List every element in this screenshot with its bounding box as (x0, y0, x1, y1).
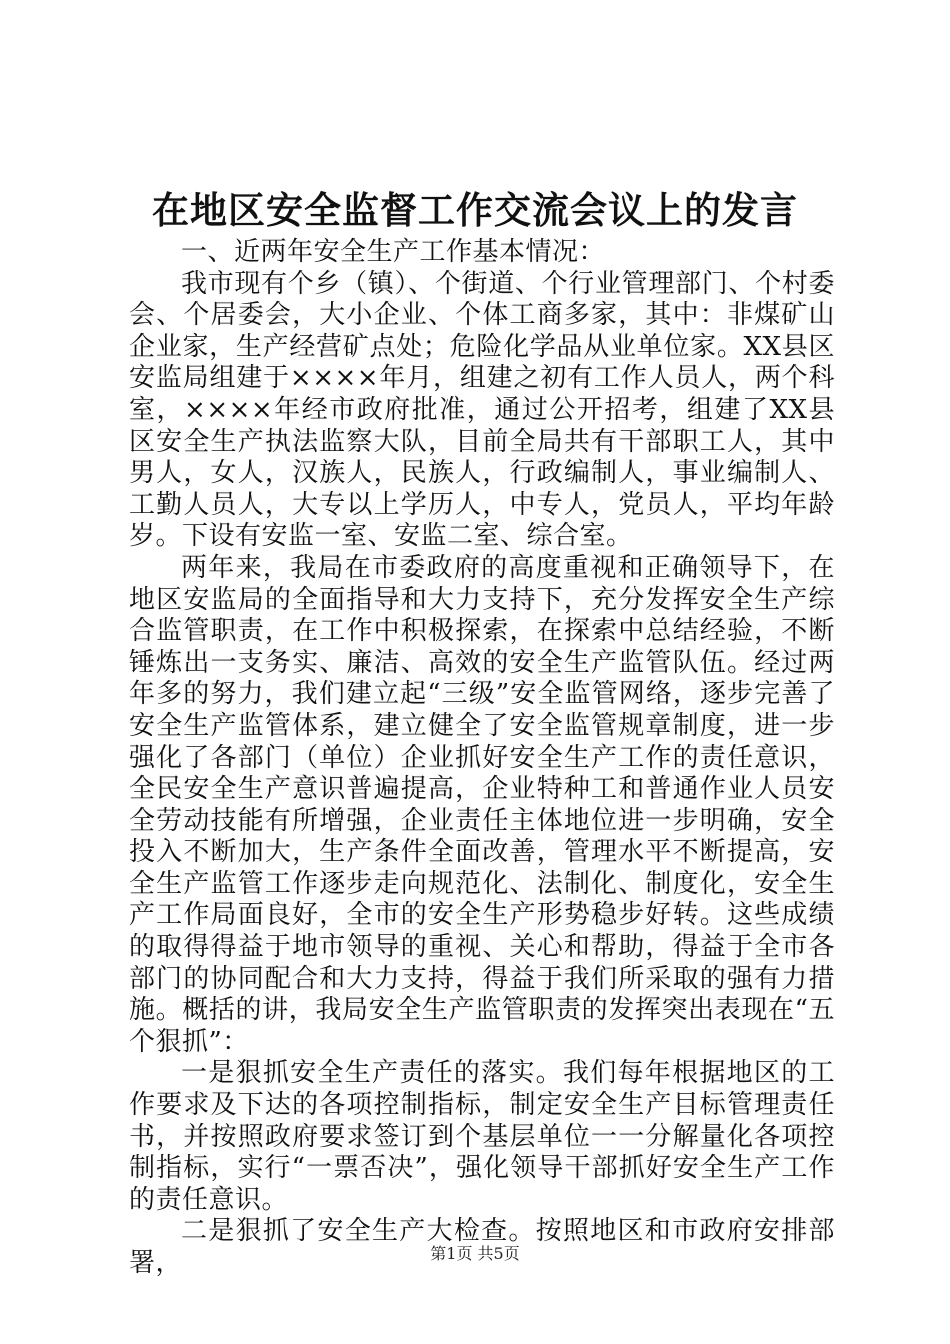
document-body (129, 237, 835, 1280)
section-heading: 一、近两年安全生产工作基本情况： (181, 237, 606, 267)
document-title: 在地区安全监督工作交流会议上的发言 (152, 188, 798, 232)
paragraph: 我市现有个乡（镇）、个街道、个行业管理部门、个村委会、个居委会，大小企业、个体工商多家，其中：非煤矿山企业家，生产经营矿点处；危险化学品从业单位家。XX县区安监局组建于××××年月，组建之初有工作人员人，两个科室，××××年经市政府批准，通过公开招考，组建了XX县区安全生产执法监察大队，目前全局共有干部职工人，其中男人，女人，汉族人，民族人，行政编制人，事业编制人、工勤人员人，大专以上学历人，中专人，党员人，平均年龄岁。下设有安监一室、安监二室、综合室。 (129, 268, 835, 552)
paragraph: 两年来，我局在市委政府的高度重视和正确领导下，在地区安监局的全面指导和大力支持下，充分发挥安全生产综合监管职责，在工作中积极探索，在探索中总结经验，不断锤炼出一支务实、廉洁、高效的安全生产监管队伍。经过两年多的努力，我们建立起“三级”安全监管网络，逐步完善了安全生产监管体系，建立健全了安全监管规章制度，进一步强化了各部门（单位）企业抓好安全生产工作的责任意识，全民安全生产意识普遍提高，企业特种工和普通作业人员安全劳动技能有所增强，企业责任主体地位进一步明确，安全投入不断加大，生产条件全面改善，管理水平不断提高，安全生产监管工作逐步走向规范化、法制化、制度化，安全生产工作局面良好，全市的安全生产形势稳步好转。这些成绩的取得得益于地市领导的重视、关心和帮助，得益于全市各部门的协同配合和大力支持，得益于我们所采取的强有力措施。概括的讲，我局安全生产监管职责的发挥突出表现在“五个狠抓”： (129, 552, 835, 1057)
paragraph: 二是狠抓了安全生产大检查。按照地区和市政府安排部署， (129, 1216, 835, 1278)
page-footer: 第1页 共5页 (430, 1244, 520, 1263)
paragraph: 一是狠抓安全生产责任的落实。我们每年根据地区的工作要求及下达的各项控制指标，制定安全生产目标管理责任书，并按照政府要求签订到个基层单位一一分解量化各项控制指标，实行“一票否决”，强化领导干部抓好安全生产工作的责任意识。 (129, 1058, 835, 1215)
